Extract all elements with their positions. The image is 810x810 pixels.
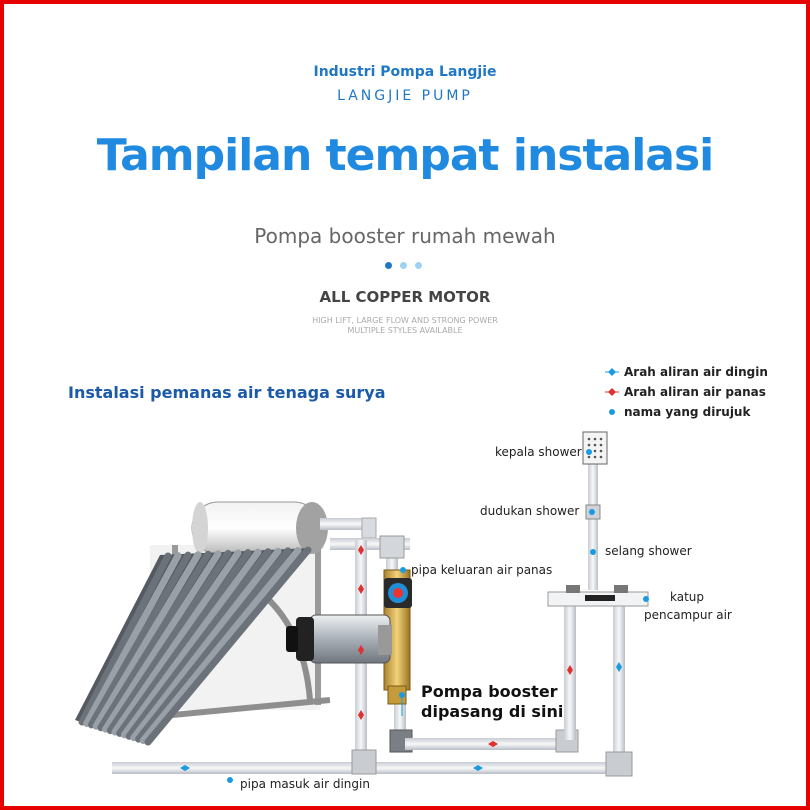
shower-hole bbox=[600, 456, 603, 459]
page-subtitle: Pompa booster rumah mewah bbox=[254, 224, 556, 248]
pump-note-line2: dipasang di sini bbox=[421, 702, 564, 721]
section-title: Instalasi pemanas air tenaga surya bbox=[68, 383, 386, 402]
label-cold-inlet: pipa masuk air dingin bbox=[240, 777, 370, 791]
shower-hole bbox=[588, 444, 591, 447]
shower-hole bbox=[594, 450, 597, 453]
label-mixer-line1: katup bbox=[670, 590, 705, 604]
pump-note-line1: Pompa booster bbox=[421, 682, 558, 701]
legend-label: Arah aliran air dingin bbox=[624, 365, 768, 379]
label-mixer-line2: pencampur air bbox=[644, 608, 732, 622]
shower-head bbox=[583, 432, 607, 464]
label-shower-hose: selang shower bbox=[605, 544, 692, 558]
shower-hole bbox=[594, 444, 597, 447]
pump-location-note bbox=[421, 682, 563, 722]
label-hot-outlet: pipa keluaran air panas bbox=[411, 563, 553, 577]
page-title: Tampilan tempat instalasi bbox=[96, 130, 714, 181]
shower-hole bbox=[600, 444, 603, 447]
legend-label: Arah aliran air panas bbox=[624, 385, 766, 399]
shower-hole bbox=[594, 438, 597, 441]
label-shower-holder: dudukan shower bbox=[480, 504, 580, 518]
shower-hole bbox=[588, 456, 591, 459]
motor-subtitle: HIGH LIFT, LARGE FLOW AND STRONG POWER bbox=[312, 316, 498, 325]
shower-hole bbox=[588, 438, 591, 441]
brand-name: Industri Pompa Langjie bbox=[313, 64, 497, 80]
legend-label: nama yang dirujuk bbox=[624, 405, 751, 419]
motor-title: ALL COPPER MOTOR bbox=[319, 288, 491, 306]
shower-hole bbox=[600, 450, 603, 453]
shower-hole bbox=[594, 456, 597, 459]
shower-hole bbox=[600, 438, 603, 441]
motor-subtitle: MULTIPLE STYLES AVAILABLE bbox=[347, 326, 463, 335]
brand-name-en: LANGJIE PUMP bbox=[337, 88, 473, 104]
label-shower-head: kepala shower bbox=[495, 445, 582, 459]
